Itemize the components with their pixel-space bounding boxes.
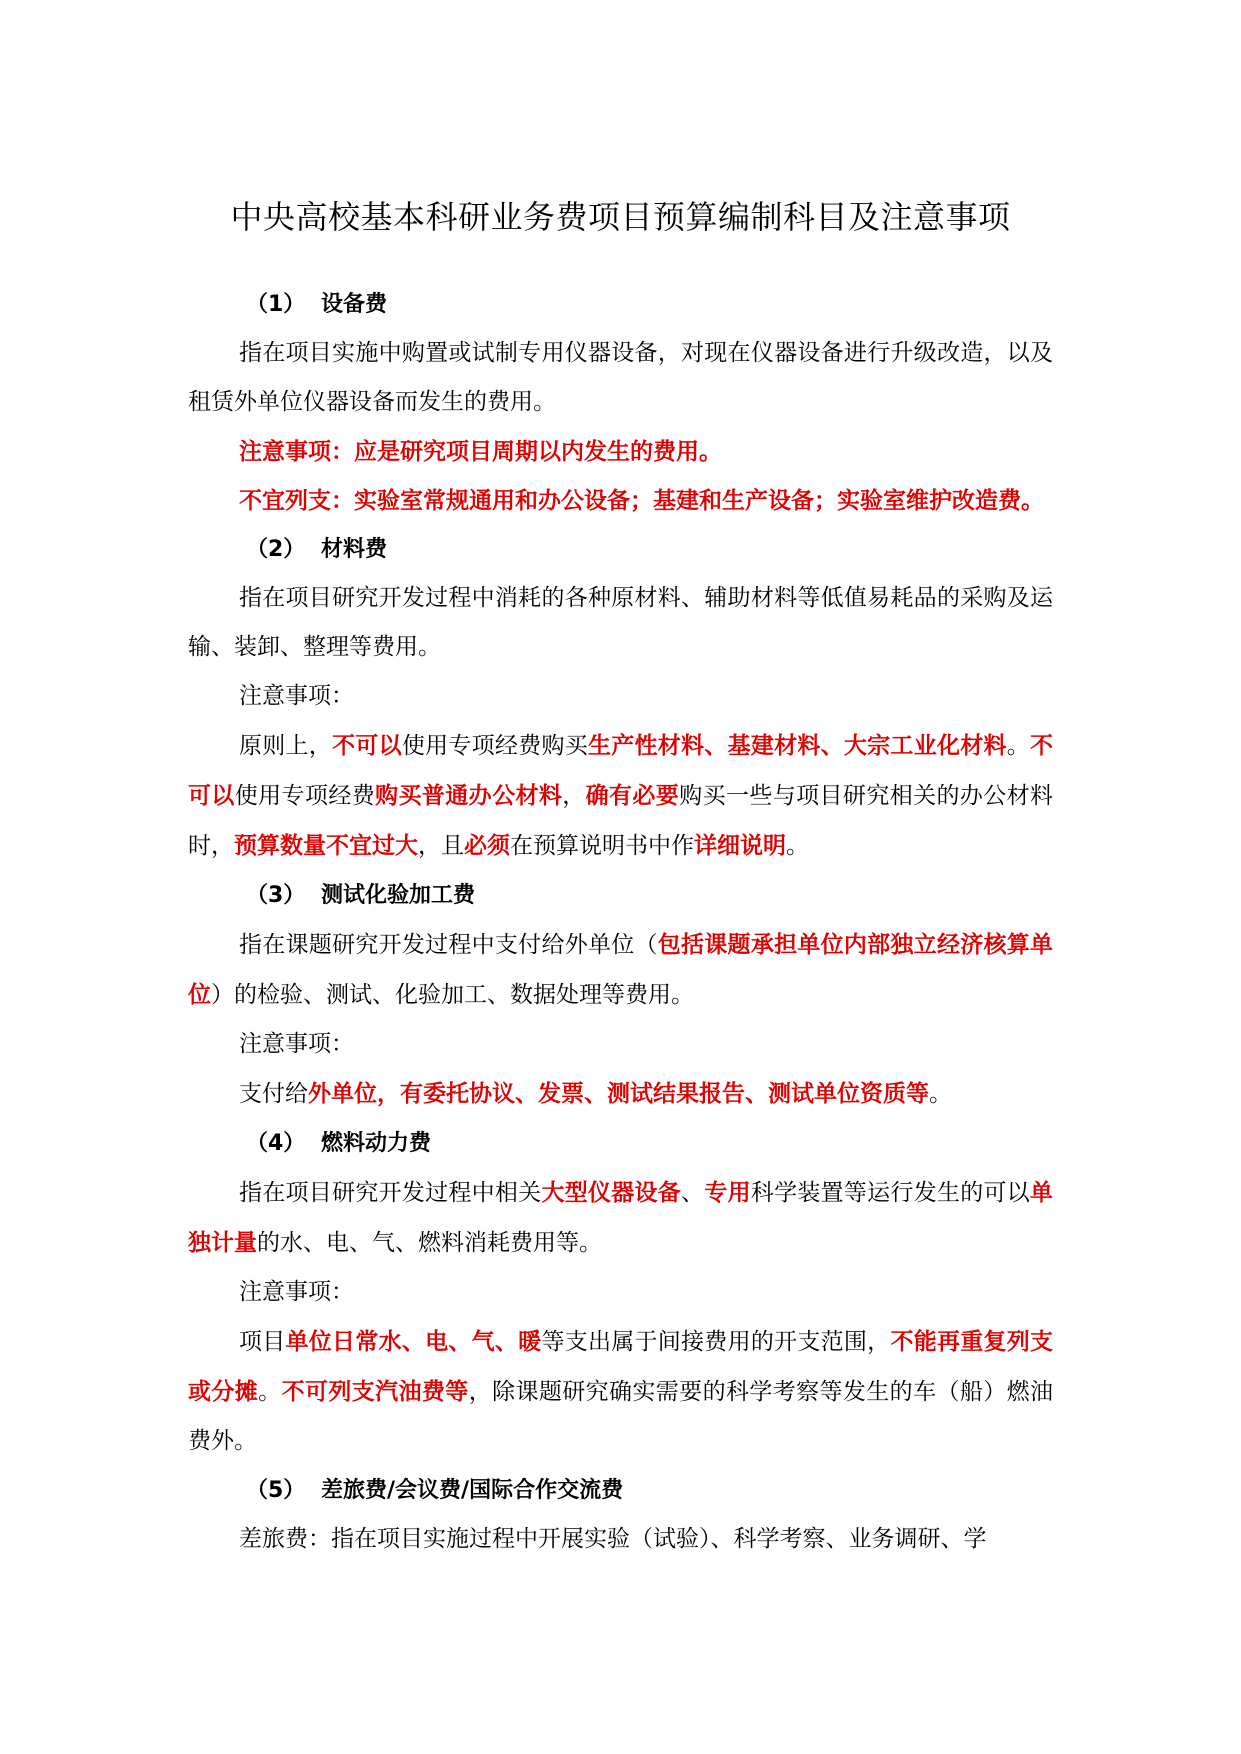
section-note: 注意事项：应是研究项目周期以内发生的费用。 [239,438,722,465]
section-title: 设备费 [321,292,388,317]
section-not-allowed: 不宜列支：实验室常规通用和办公设备；基建和生产设备；实验室维护改造费。 [239,487,1044,514]
section-description: 指在项目实施中购置或试制专用仪器设备，对现在仪器设备进行升级改造，以及租赁外单位仪器设备而发生的费用。 [188,340,1053,415]
section-number: （1） [246,292,306,317]
body-text: 支付给 [239,1081,308,1107]
section-number: （2） [246,537,306,562]
section-description: 差旅费：指在项目实施过程中开展实验（试验）、科学考察、业务调研、学 [239,1526,987,1552]
section-description [188,1168,1053,1268]
emphasis-text: 专用 [704,1179,751,1206]
page-title: 中央高校基本科研业务费项目预算编制科目及注意事项 [230,198,1011,236]
body-text: 的水、电、气、燃料消耗费用等。 [257,1230,602,1256]
body-text: ）的检验、测试、化验加工、数据处理等费用。 [211,982,694,1008]
section-heading [188,1119,1053,1168]
note-label: 注意事项： [239,1031,354,1057]
section-description: 指在项目研究开发过程中消耗的各种原材料、辅助材料等低值易耗品的采购及运输、装卸、整理等费用。 [188,585,1053,660]
emphasis-text: 不能再重复列支或分摊 [188,1328,1054,1405]
body-text: 使用专项经费购买 [401,733,588,759]
section-heading [188,525,1053,574]
body-text: 指在课题研究开发过程中支付给外单位（ [239,932,658,958]
section-rule [188,1069,1053,1119]
body-text: 在预算说明书中作 [510,833,694,859]
section-title: 燃料动力费 [321,1131,432,1156]
body-text: 原则上， [239,733,333,759]
body-text: 使用专项经费 [234,783,376,809]
section-heading [188,871,1053,920]
emphasis-text: 单独计量 [188,1179,1054,1256]
emphasis-text: 包括课题承担单位内部独立经济核算单位 [188,931,1054,1008]
emphasis-text: 不可以 [332,732,402,759]
section-title: 材料费 [321,537,388,562]
note-label: 注意事项： [239,1279,354,1305]
body-text: 科学装置等运行发生的可以 [750,1180,1031,1206]
section-heading [188,280,1053,329]
emphasis-text: 必须 [464,832,510,859]
body-text: 购买一些与项目研究相关的办公材料时， [188,783,1054,859]
note-label: 注意事项： [239,683,354,709]
body-text: ， [562,783,586,809]
section-description [188,920,1053,1020]
emphasis-text: 不可以 [188,732,1054,809]
body-text: ，且 [418,833,464,859]
body-text: 。 [258,1379,282,1405]
body-text: 指在项目研究开发过程中相关 [239,1180,542,1206]
emphasis-text: 生产性材料、基建材料、大宗工业化材料 [587,732,1007,759]
emphasis-text: 单位日常水、电、气、暖 [285,1328,542,1355]
section-title: 测试化验加工费 [321,883,476,908]
body-text: 项目 [239,1329,286,1355]
emphasis-text: 详细说明 [694,832,786,859]
section-rule [188,721,1053,871]
section-heading [188,1466,1053,1515]
body-text: 。 [929,1081,952,1107]
emphasis-text: 大型仪器设备 [541,1179,682,1206]
body-text: 。 [786,833,809,859]
emphasis-text: 外单位，有委托协议、发票、测试结果报告、测试单位资质等 [308,1080,929,1107]
document-body [188,280,1053,1564]
section-number: （5） [246,1478,306,1503]
section-title: 差旅费/会议费/国际合作交流费 [321,1478,624,1503]
body-text: 、 [681,1180,705,1206]
body-text: ，除课题研究确实需要的科学考察等发生的车（船）燃油费外。 [188,1379,1054,1454]
emphasis-text: 不可列支汽油费等 [281,1378,469,1405]
emphasis-text: 预算数量不宜过大 [234,832,418,859]
body-text: 等支出属于间接费用的开支范围， [541,1329,891,1355]
section-number: （4） [246,1131,306,1156]
emphasis-text: 购买普通办公材料 [375,782,563,809]
section-rule [188,1317,1053,1466]
emphasis-text: 确有必要 [585,782,680,809]
section-number: （3） [246,883,306,908]
body-text: 。 [1006,733,1031,759]
